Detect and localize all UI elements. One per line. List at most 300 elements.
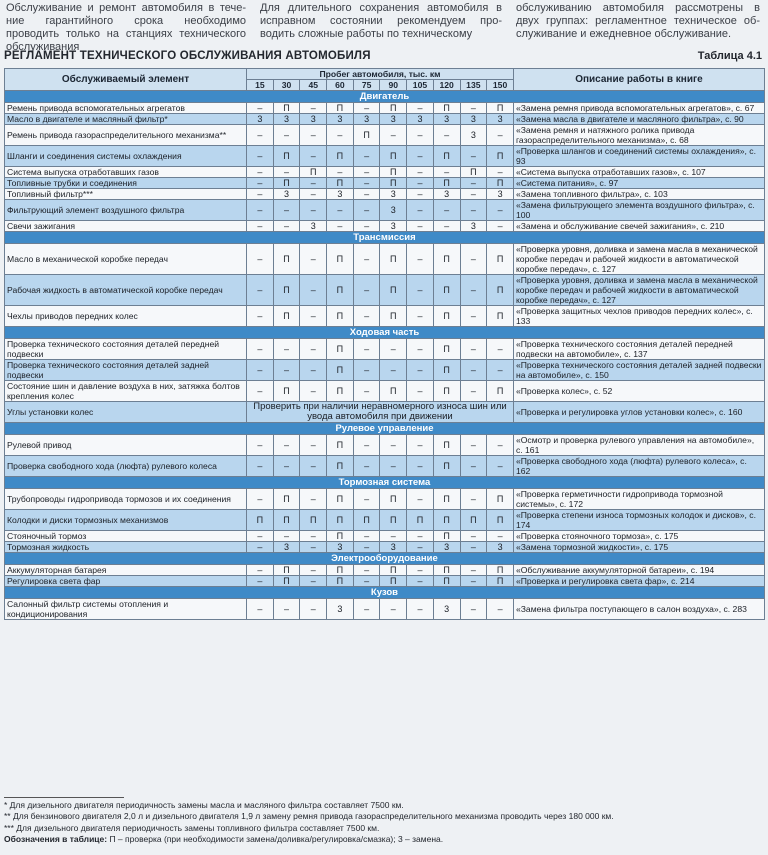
row-value-cell: – <box>247 339 274 360</box>
header-description: Описание работы в книге <box>513 69 764 91</box>
row-value-cell: – <box>247 167 274 178</box>
row-value-cell: П <box>487 489 514 510</box>
row-value-cell: П <box>487 306 514 327</box>
row-value-cell: П <box>327 489 354 510</box>
row-value-cell: – <box>407 167 434 178</box>
row-value-cell: – <box>300 576 327 587</box>
row-value-cell: 3 <box>433 542 460 553</box>
row-value-cell: П <box>487 576 514 587</box>
row-value-cell: – <box>353 178 380 189</box>
row-value-cell: – <box>407 189 434 200</box>
row-value-cell: – <box>300 244 327 275</box>
row-value-cell: – <box>273 531 300 542</box>
row-value-cell: П <box>433 489 460 510</box>
row-value-cell: П <box>460 167 487 178</box>
row-value-cell: П <box>433 103 460 114</box>
row-value-cell: – <box>407 103 434 114</box>
row-value-cell: П <box>487 178 514 189</box>
table-row <box>5 489 765 510</box>
row-value-cell: П <box>327 360 354 381</box>
header-km-cell: 105 <box>407 80 434 91</box>
row-value-cell: – <box>300 565 327 576</box>
row-value-cell: – <box>247 489 274 510</box>
row-value-cell: – <box>380 599 407 620</box>
row-element-name: Проверка технического состояния деталей передней подвески <box>5 339 247 360</box>
table-row <box>5 456 765 477</box>
row-value-cell: 3 <box>327 599 354 620</box>
row-description: «Проверка стояночного тормоза», с. 175 <box>513 531 764 542</box>
header-km-cell: 75 <box>353 80 380 91</box>
row-value-cell: – <box>460 435 487 456</box>
row-value-cell: П <box>433 531 460 542</box>
table-row <box>5 146 765 167</box>
row-value-cell: П <box>433 435 460 456</box>
row-value-cell: – <box>273 599 300 620</box>
row-description: «Осмотр и проверка рулевого управления на автомобиле», с. 161 <box>513 435 764 456</box>
row-value-cell: – <box>460 565 487 576</box>
row-value-cell: – <box>407 531 434 542</box>
row-value-cell: – <box>433 125 460 146</box>
row-value-cell: – <box>460 599 487 620</box>
header-row <box>5 69 765 80</box>
row-element-name: Масло в двигателе и масляный фильтр* <box>5 114 247 125</box>
row-description: «Система питания», с. 97 <box>513 178 764 189</box>
row-value-cell: 3 <box>487 189 514 200</box>
row-value-cell: – <box>487 125 514 146</box>
header-km-cell: 15 <box>247 80 274 91</box>
table-row <box>5 599 765 620</box>
row-value-cell: – <box>407 576 434 587</box>
row-description: «Замена ремня и натяжного ролика привода газораспределительного механизма», с. 68 <box>513 125 764 146</box>
row-description: «Обслуживание аккумуляторной батареи», с. 194 <box>513 565 764 576</box>
maintenance-table <box>4 68 765 620</box>
row-value-cell: – <box>460 200 487 221</box>
row-description: «Замена топливного фильтра», с. 103 <box>513 189 764 200</box>
row-value-cell: – <box>273 167 300 178</box>
row-value-cell: – <box>460 339 487 360</box>
row-value-cell: – <box>380 339 407 360</box>
row-value-cell: 3 <box>380 221 407 232</box>
row-value-cell: – <box>460 306 487 327</box>
row-value-cell: П <box>327 381 354 402</box>
row-description: «Проверка свободного хода (люфта) рулевого колеса», с. 162 <box>513 456 764 477</box>
footnote-2: ** Для бензинового двигателя 2,0 л и дизельного двигателя 1,9 л замену ремня привода газораспределительного механизма проводить через 180 000 км. <box>4 811 614 822</box>
row-value-cell: П <box>273 178 300 189</box>
row-value-cell: – <box>380 456 407 477</box>
row-value-cell: П <box>327 565 354 576</box>
row-value-cell: П <box>487 510 514 531</box>
row-description: «Замена ремня привода вспомогательных агрегатов», с. 67 <box>513 103 764 114</box>
row-value-cell: П <box>273 275 300 306</box>
row-value-cell: П <box>353 125 380 146</box>
intro-column-3: обслуживанию автомобиля рассмотрены в двух группах: регламентное техническое об- служивание и ежедневное обслуживание. <box>516 2 760 40</box>
row-value-cell: – <box>407 542 434 553</box>
row-element-name: Шланги и соединения системы охлаждения <box>5 146 247 167</box>
row-value-cell: П <box>433 339 460 360</box>
row-value-cell: – <box>460 178 487 189</box>
section-title: Электрооборудование <box>5 553 765 565</box>
row-value-cell: – <box>300 599 327 620</box>
section-title: Кузов <box>5 587 765 599</box>
row-value-cell: – <box>407 178 434 189</box>
row-value-cell: П <box>327 275 354 306</box>
row-value-cell: П <box>327 244 354 275</box>
row-value-cell: – <box>247 200 274 221</box>
table-row <box>5 275 765 306</box>
header-km-cell: 90 <box>380 80 407 91</box>
footnote-1: * Для дизельного двигателя периодичность замены масла и масляного фильтра составляет 7500 км. <box>4 800 404 810</box>
table-row <box>5 435 765 456</box>
row-value-cell: – <box>247 244 274 275</box>
row-value-cell: – <box>487 200 514 221</box>
row-value-cell: – <box>407 435 434 456</box>
row-value-cell: 3 <box>273 189 300 200</box>
row-value-cell: П <box>380 275 407 306</box>
legend <box>4 834 764 845</box>
section-title: Ходовая часть <box>5 327 765 339</box>
row-value-cell: – <box>460 275 487 306</box>
header-km-cell: 135 <box>460 80 487 91</box>
row-value-cell: 3 <box>327 542 354 553</box>
row-value-cell: – <box>273 200 300 221</box>
row-element-name: Масло в механической коробке передач <box>5 244 247 275</box>
section-title: Трансмиссия <box>5 232 765 244</box>
row-description: «Проверка колес», с. 52 <box>513 381 764 402</box>
row-value-cell: – <box>407 275 434 306</box>
row-value-cell: П <box>327 456 354 477</box>
row-value-cell: П <box>380 244 407 275</box>
row-value-cell: – <box>353 599 380 620</box>
row-value-cell: П <box>487 565 514 576</box>
row-value-cell: – <box>407 489 434 510</box>
table-row <box>5 339 765 360</box>
row-value-cell: – <box>300 306 327 327</box>
row-value-cell: – <box>353 200 380 221</box>
row-description: «Замена фильтра поступающего в салон воздуха», с. 283 <box>513 599 764 620</box>
row-value-cell: – <box>247 178 274 189</box>
row-value-cell: П <box>433 565 460 576</box>
row-value-cell: 3 <box>433 114 460 125</box>
row-element-name: Рабочая жидкость в автоматической коробке передач <box>5 275 247 306</box>
intro-column-2: Для длительного сохранения автомобиля в исправном состоянии рекомендуем про- водить сложные работы по техническому <box>260 2 502 40</box>
row-element-name: Трубопроводы гидропривода тормозов и их соединения <box>5 489 247 510</box>
row-value-cell: 3 <box>380 542 407 553</box>
row-description: «Проверка шлангов и соединений системы охлаждения», с. 93 <box>513 146 764 167</box>
row-value-cell: – <box>247 565 274 576</box>
row-value-cell: – <box>247 599 274 620</box>
table-row <box>5 178 765 189</box>
row-value-cell: – <box>353 435 380 456</box>
row-value-cell: П <box>433 381 460 402</box>
footnote-3: *** Для дизельного двигателя периодичность замены топливного фильтра составляет 7500 км. <box>4 822 380 833</box>
row-value-cell: П <box>433 510 460 531</box>
row-value-cell: – <box>273 125 300 146</box>
row-value-cell: П <box>433 360 460 381</box>
row-value-cell: П <box>433 306 460 327</box>
row-value-cell: – <box>407 381 434 402</box>
row-description: «Проверка и регулировка углов установки колес», с. 160 <box>513 402 764 423</box>
row-description: «Проверка герметичности гидропривода тормозной системы», с. 172 <box>513 489 764 510</box>
row-value-cell: – <box>487 435 514 456</box>
row-value-cell: – <box>487 599 514 620</box>
table-header-bar <box>4 50 764 66</box>
row-value-cell: П <box>487 244 514 275</box>
row-value-cell: – <box>247 542 274 553</box>
row-value-cell: – <box>300 275 327 306</box>
row-value-cell: – <box>327 125 354 146</box>
section-title: Рулевое управление <box>5 423 765 435</box>
row-value-cell: П <box>327 435 354 456</box>
row-value-cell: – <box>300 339 327 360</box>
row-value-cell: – <box>353 360 380 381</box>
row-value-cell: – <box>460 489 487 510</box>
row-value-cell: – <box>273 221 300 232</box>
row-value-cell: – <box>247 531 274 542</box>
row-value-cell: 3 <box>327 114 354 125</box>
table-row <box>5 103 765 114</box>
table-row <box>5 114 765 125</box>
table-row <box>5 565 765 576</box>
row-note: Проверить при наличии неравномерного износа шин или увода автомобиля при движении <box>247 402 514 423</box>
row-value-cell: П <box>300 510 327 531</box>
row-element-name: Колодки и диски тормозных механизмов <box>5 510 247 531</box>
row-value-cell: П <box>273 489 300 510</box>
row-value-cell: – <box>407 339 434 360</box>
header-km-cell: 150 <box>487 80 514 91</box>
row-description: «Проверка степени износа тормозных колодок и дисков», с. 174 <box>513 510 764 531</box>
header-km-cell: 45 <box>300 80 327 91</box>
row-description: «Проверка защитных чехлов приводов передних колес», с. 133 <box>513 306 764 327</box>
row-value-cell: П <box>433 576 460 587</box>
row-description: «Замена масла в двигателе и масляного фильтра», с. 90 <box>513 114 764 125</box>
table-title: РЕГЛАМЕНТ ТЕХНИЧЕСКОГО ОБСЛУЖИВАНИЯ АВТОМОБИЛЯ <box>4 50 371 62</box>
row-value-cell: – <box>487 456 514 477</box>
row-value-cell: – <box>300 542 327 553</box>
row-value-cell: – <box>327 167 354 178</box>
row-value-cell: – <box>300 435 327 456</box>
row-value-cell: П <box>487 381 514 402</box>
row-value-cell: – <box>273 339 300 360</box>
row-value-cell: – <box>460 456 487 477</box>
row-description: «Замена и обслуживание свечей зажигания», с. 210 <box>513 221 764 232</box>
row-value-cell: – <box>353 381 380 402</box>
row-value-cell: 3 <box>273 114 300 125</box>
row-value-cell: – <box>353 146 380 167</box>
section-row <box>5 477 765 489</box>
row-value-cell: П <box>327 178 354 189</box>
row-value-cell: П <box>327 103 354 114</box>
row-value-cell: П <box>273 576 300 587</box>
row-value-cell: – <box>300 200 327 221</box>
row-element-name: Чехлы приводов передних колес <box>5 306 247 327</box>
row-value-cell: П <box>327 306 354 327</box>
row-value-cell: 3 <box>380 189 407 200</box>
row-description: «Замена фильтрующего элемента воздушного фильтра», с. 100 <box>513 200 764 221</box>
row-element-name: Система выпуска отработавших газов <box>5 167 247 178</box>
row-value-cell: – <box>247 576 274 587</box>
row-description: «Замена тормозной жидкости», с. 175 <box>513 542 764 553</box>
row-value-cell: 3 <box>487 114 514 125</box>
row-value-cell: – <box>247 189 274 200</box>
row-description: «Проверка уровня, доливка и замена масла в механической коробке передач и рабочей жидкости в автоматической коробке передач», с. 127 <box>513 275 764 306</box>
row-value-cell: П <box>327 576 354 587</box>
row-value-cell: – <box>353 167 380 178</box>
table-row <box>5 125 765 146</box>
section-title: Двигатель <box>5 91 765 103</box>
row-value-cell: – <box>460 531 487 542</box>
row-value-cell: – <box>353 542 380 553</box>
row-value-cell: П <box>380 306 407 327</box>
header-km-cell: 60 <box>327 80 354 91</box>
row-value-cell: – <box>407 125 434 146</box>
row-element-name: Аккумуляторная батарея <box>5 565 247 576</box>
row-value-cell: – <box>353 244 380 275</box>
row-element-name: Свечи зажигания <box>5 221 247 232</box>
row-value-cell: П <box>407 510 434 531</box>
row-description: «Проверка технического состояния деталей задней подвески на автомобиле», с. 150 <box>513 360 764 381</box>
row-value-cell: 3 <box>300 221 327 232</box>
row-description: «Проверка уровня, доливка и замена масла в механической коробке передач и рабочей жидкости в автоматической коробке передач», с. 127 <box>513 244 764 275</box>
row-value-cell: П <box>273 103 300 114</box>
row-value-cell: 3 <box>433 189 460 200</box>
row-value-cell: – <box>327 221 354 232</box>
row-value-cell: – <box>407 599 434 620</box>
row-value-cell: – <box>407 146 434 167</box>
row-value-cell: – <box>273 456 300 477</box>
row-value-cell: – <box>300 189 327 200</box>
row-value-cell: П <box>273 306 300 327</box>
row-value-cell: П <box>380 576 407 587</box>
row-element-name: Состояние шин и давление воздуха в них, затяжка болтов крепления колес <box>5 381 247 402</box>
row-value-cell: – <box>300 125 327 146</box>
row-value-cell: – <box>353 489 380 510</box>
row-value-cell: – <box>300 360 327 381</box>
intro-text <box>0 0 768 53</box>
row-value-cell: – <box>353 576 380 587</box>
row-value-cell: П <box>273 381 300 402</box>
row-value-cell: – <box>460 244 487 275</box>
row-element-name: Тормозная жидкость <box>5 542 247 553</box>
header-km-cell: 30 <box>273 80 300 91</box>
row-value-cell: 3 <box>460 221 487 232</box>
row-value-cell: П <box>273 565 300 576</box>
row-value-cell: – <box>353 275 380 306</box>
row-value-cell: 3 <box>380 114 407 125</box>
row-value-cell: – <box>247 435 274 456</box>
table-row <box>5 221 765 232</box>
row-value-cell: – <box>407 306 434 327</box>
row-value-cell: П <box>460 510 487 531</box>
table-row <box>5 360 765 381</box>
row-value-cell: – <box>353 531 380 542</box>
row-value-cell: – <box>247 360 274 381</box>
table-row <box>5 244 765 275</box>
row-value-cell: П <box>380 565 407 576</box>
table-row <box>5 531 765 542</box>
row-value-cell: – <box>353 456 380 477</box>
row-value-cell: П <box>380 510 407 531</box>
footnote-divider <box>4 797 124 798</box>
row-element-name: Регулировка света фар <box>5 576 247 587</box>
row-value-cell: – <box>327 200 354 221</box>
row-value-cell: – <box>433 167 460 178</box>
row-value-cell: П <box>273 146 300 167</box>
row-element-name: Ремень привода газораспределительного механизма** <box>5 125 247 146</box>
row-value-cell: П <box>273 510 300 531</box>
row-value-cell: П <box>327 339 354 360</box>
row-value-cell: 3 <box>460 114 487 125</box>
table-row <box>5 402 765 423</box>
row-value-cell: – <box>300 381 327 402</box>
row-value-cell: – <box>407 565 434 576</box>
row-value-cell: – <box>487 360 514 381</box>
row-value-cell: – <box>407 360 434 381</box>
row-value-cell: П <box>353 510 380 531</box>
section-row <box>5 327 765 339</box>
row-element-name: Фильтрующий элемент воздушного фильтра <box>5 200 247 221</box>
row-value-cell: – <box>353 103 380 114</box>
row-value-cell: – <box>433 221 460 232</box>
row-value-cell: – <box>247 306 274 327</box>
row-value-cell: – <box>380 531 407 542</box>
row-value-cell: – <box>273 360 300 381</box>
row-value-cell: П <box>487 146 514 167</box>
row-value-cell: – <box>353 565 380 576</box>
row-value-cell: – <box>487 339 514 360</box>
intro-column-1: Обслуживание и ремонт автомобиля в тече- ние гарантийного срока необходимо проводить только на станциях технического обслуживания <box>6 2 246 53</box>
section-row <box>5 232 765 244</box>
row-value-cell: – <box>380 360 407 381</box>
section-row <box>5 91 765 103</box>
row-value-cell: П <box>300 167 327 178</box>
row-element-name: Рулевой привод <box>5 435 247 456</box>
section-row <box>5 553 765 565</box>
section-title: Тормозная система <box>5 477 765 489</box>
row-value-cell: П <box>487 275 514 306</box>
row-value-cell: П <box>380 381 407 402</box>
row-value-cell: – <box>353 339 380 360</box>
footnotes <box>4 797 764 845</box>
header-mileage: Пробег автомобиля, тыс. км <box>247 69 514 80</box>
row-value-cell: – <box>247 381 274 402</box>
row-value-cell: – <box>247 103 274 114</box>
row-value-cell: – <box>247 221 274 232</box>
row-value-cell: 3 <box>273 542 300 553</box>
row-element-name: Салонный фильтр системы отопления и кондиционирования <box>5 599 247 620</box>
row-value-cell: П <box>433 275 460 306</box>
row-value-cell: – <box>407 456 434 477</box>
row-value-cell: – <box>380 125 407 146</box>
row-value-cell: П <box>380 167 407 178</box>
row-element-name: Ремень привода вспомогательных агрегатов <box>5 103 247 114</box>
row-description: «Система выпуска отработавших газов», с. 107 <box>513 167 764 178</box>
row-value-cell: – <box>460 103 487 114</box>
row-element-name: Проверка свободного хода (люфта) рулевого колеса <box>5 456 247 477</box>
row-value-cell: П <box>380 146 407 167</box>
row-value-cell: – <box>273 435 300 456</box>
row-element-name: Стояночный тормоз <box>5 531 247 542</box>
row-value-cell: – <box>247 146 274 167</box>
row-value-cell: – <box>460 189 487 200</box>
table-row <box>5 167 765 178</box>
table-row <box>5 381 765 402</box>
legend-text: П – проверка (при необходимости замена/доливка/регулировка/смазка); 3 – замена. <box>107 833 444 844</box>
row-value-cell: П <box>327 146 354 167</box>
row-value-cell: – <box>407 200 434 221</box>
row-value-cell: П <box>247 510 274 531</box>
row-value-cell: – <box>247 275 274 306</box>
row-value-cell: 3 <box>487 542 514 553</box>
